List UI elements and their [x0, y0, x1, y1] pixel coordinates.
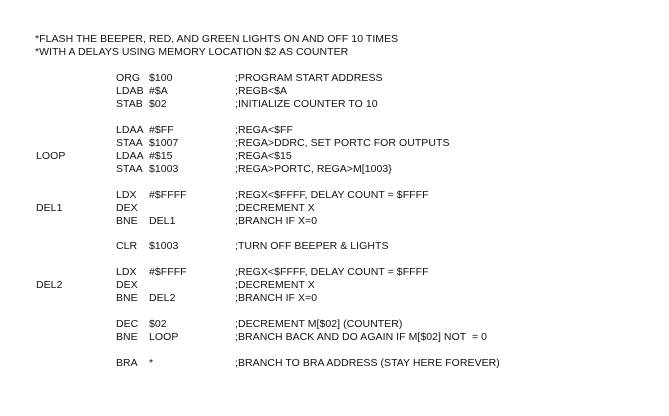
line-comment: ;BRANCH BACK AND DO AGAIN IF M[$02] NOT = 0 [235, 331, 488, 343]
line-comment: ;BRANCH TO BRA ADDRESS (STAY HERE FOREVER) [235, 357, 500, 369]
line-comment: ;PROGRAM START ADDRESS [235, 72, 383, 84]
line-comment: ;BRANCH IF X=0 [235, 215, 318, 227]
line-comment: ;REGA>DDRC, SET PORTC FOR OUTPUTS [235, 137, 450, 149]
line-operand: $1003 [149, 163, 179, 175]
line-operand: $100 [149, 72, 173, 84]
line-operand: LOOP [149, 331, 179, 343]
line-comment: ;DECREMENT X [235, 279, 315, 291]
line-opcode: STAA [116, 163, 143, 175]
line-comment: ;REGX<$FFFF, DELAY COUNT = $FFFF [235, 266, 429, 278]
line-comment: ;DECREMENT M[$02] (COUNTER) [235, 318, 403, 330]
line-opcode: LDAA [116, 124, 144, 136]
line-operand: * [149, 357, 154, 369]
line-comment: ;TURN OFF BEEPER & LIGHTS [235, 240, 389, 252]
line-operand: $02 [149, 98, 167, 110]
line-opcode: CLR [116, 240, 138, 252]
line-operand: $1007 [149, 137, 179, 149]
line-operand: $02 [149, 318, 167, 330]
line-operand: #$FFFF [149, 189, 187, 201]
line-opcode: LDX [116, 266, 137, 278]
line-comment: ;REGA<$15 [235, 150, 292, 162]
line-opcode: ORG [116, 72, 141, 84]
header-line-1: *FLASH THE BEEPER, RED, AND GREEN LIGHTS ON AND OFF 10 TIMES [35, 33, 399, 45]
line-operand: #$FFFF [149, 266, 187, 278]
line-comment: ;REGA>PORTC, REGA>M[1003} [235, 163, 392, 175]
line-comment: ;DECREMENT X [235, 202, 315, 214]
line-label: DEL2 [36, 279, 63, 291]
line-operand: DEL1 [149, 215, 176, 227]
line-opcode: BNE [116, 292, 138, 304]
line-operand: #$A [149, 85, 168, 97]
line-opcode: BNE [116, 331, 138, 343]
line-operand: #$FF [149, 124, 174, 136]
line-opcode: LDAB [116, 85, 144, 97]
line-opcode: DEX [116, 279, 138, 291]
line-opcode: DEC [116, 318, 139, 330]
line-operand: $1003 [149, 240, 179, 252]
line-comment: ;INITIALIZE COUNTER TO 10 [235, 98, 378, 110]
line-opcode: LDAA [116, 150, 144, 162]
header-line-2: *WITH A DELAYS USING MEMORY LOCATION $2 AS COUNTER [35, 46, 349, 58]
line-opcode: BRA [116, 357, 138, 369]
line-opcode: DEX [116, 202, 138, 214]
line-label: LOOP [36, 150, 66, 162]
line-opcode: BNE [116, 215, 138, 227]
line-opcode: LDX [116, 189, 137, 201]
line-operand: DEL2 [149, 292, 176, 304]
line-operand: #$15 [149, 150, 173, 162]
line-comment: ;REGX<$FFFF, DELAY COUNT = $FFFF [235, 189, 429, 201]
line-comment: ;BRANCH IF X=0 [235, 292, 318, 304]
line-comment: ;REGA<$FF [235, 124, 293, 136]
line-label: DEL1 [36, 202, 63, 214]
line-opcode: STAB [116, 98, 143, 110]
line-opcode: STAA [116, 137, 143, 149]
line-comment: ;REGB<$A [235, 85, 288, 97]
